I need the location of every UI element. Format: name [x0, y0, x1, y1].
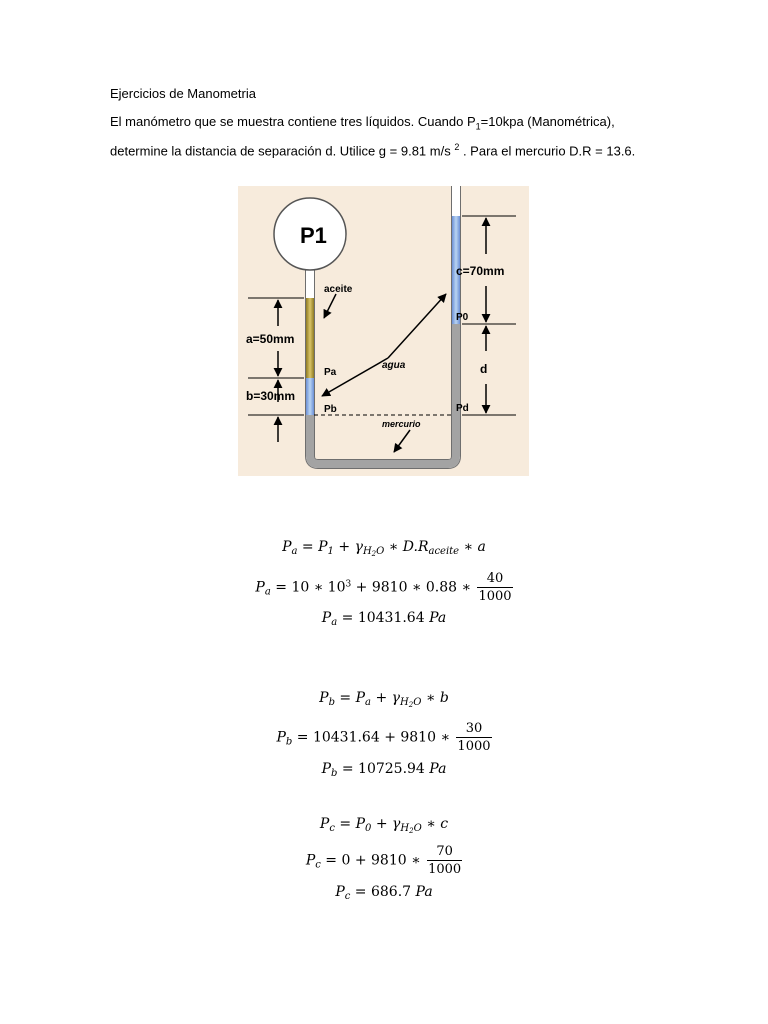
equation-pc-result: $P_c = 686.7$ Pa	[335, 884, 433, 902]
oil-column	[306, 298, 314, 378]
equation-pa-formula: $P_a = P_1 + \gamma_{H_2O}$ ∗ $D.R_{aceite}$ ∗ a	[282, 539, 486, 558]
fraction: $\frac{70}{1000}$	[428, 844, 462, 877]
equation-pc-formula: $P_c = P_0 + \gamma_{H_2O}$ ∗ c	[319, 816, 449, 835]
equation-pb-formula: $P_b = P_a + \gamma_{H_2O}$ ∗ b	[319, 690, 449, 709]
label-agua: agua	[382, 360, 406, 371]
right-mercury-column	[452, 324, 460, 415]
statement-line-2: determine la distancia de separación d. Utilice g = 9.81 m/s $^2$ . Para el mercurio D.R = 13.6.	[110, 141, 636, 158]
statement-line-1: El manómetro que se muestra contiene tres líquidos. Cuando $P_1=10kpa$ (Manométrica),	[110, 114, 615, 132]
equation-pa-result: $P_a = 10431.64$ Pa	[321, 610, 447, 628]
problem-statement	[110, 112, 670, 161]
bulb-label: P1	[300, 223, 327, 248]
equation-pa-substitution: $P_a = 10$ ∗ $10^3 + 9810$ ∗ 0.88 ∗ $\frac{40}{1000}$	[255, 571, 512, 604]
label-a: a=50mm	[246, 332, 295, 346]
label-aceite: aceite	[324, 284, 353, 295]
label-pb: Pb	[324, 404, 337, 415]
equation-pc-substitution: $P_c = 0 + 9810$ ∗ $\frac{70}{1000}$	[305, 844, 462, 877]
manometer-diagram	[238, 186, 529, 476]
equation-pb-result: $P_b = 10725.94$ Pa	[321, 761, 447, 779]
document-title: Ejercicios de Manometria	[110, 86, 256, 101]
fraction: $\frac{30}{1000}$	[457, 721, 491, 754]
equation-pb-substitution: $P_b = 10431.64 + 9810$ ∗ $\frac{30}{1000}$	[276, 721, 491, 754]
label-p0: P0	[456, 312, 469, 323]
label-pd: Pd	[456, 403, 469, 414]
label-mercurio: mercurio	[382, 419, 421, 429]
fraction: $\frac{40}{1000}$	[478, 571, 512, 604]
label-pa: Pa	[324, 367, 337, 378]
manometer-figure	[238, 186, 529, 476]
label-d: d	[480, 362, 488, 376]
left-water-column	[306, 378, 314, 415]
label-b: b=30mm	[246, 389, 296, 403]
label-c: c=70mm	[456, 264, 505, 278]
